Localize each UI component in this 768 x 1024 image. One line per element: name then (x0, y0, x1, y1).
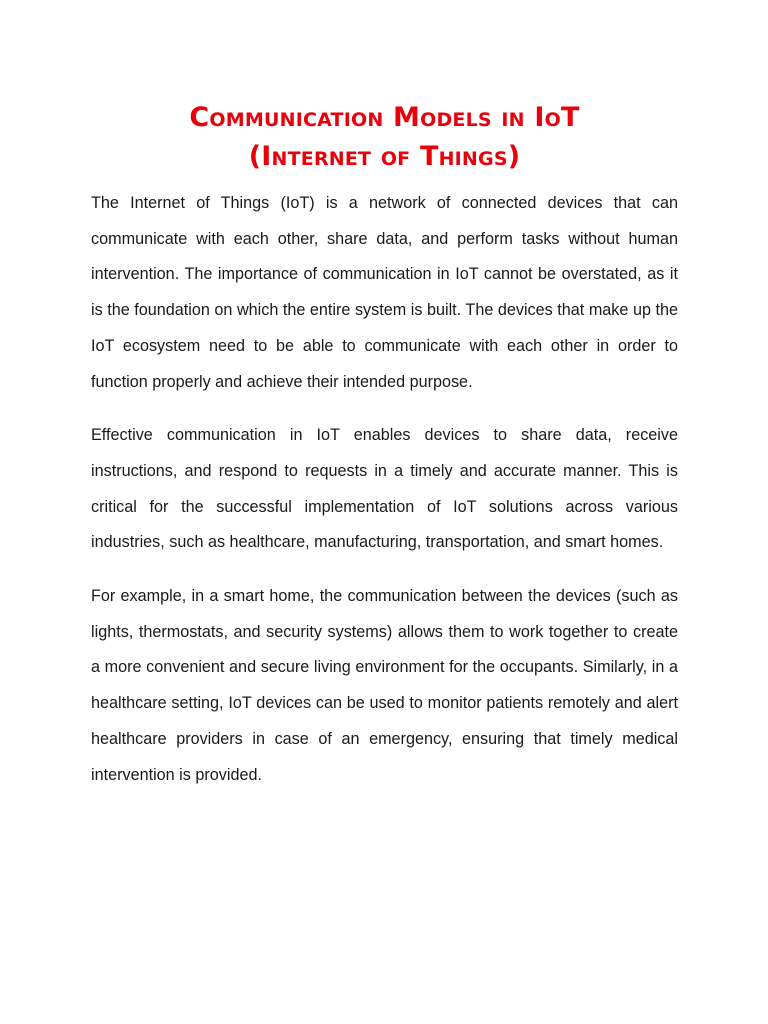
title-line-1: Communication Models in IoT (189, 102, 580, 133)
paragraph-effective-communication: Effective communication in IoT enables devices to share data, receive instructions, and respond to requests in a timely and accurate manner. This is critical for the successful implementation of IoT solutions across various industries, such as healthcare, manufacturing, transportation, and smart homes. (91, 426, 678, 552)
paragraph-smart-home-example: For example, in a smart home, the communication between the devices (such as lights, thermostats, and security systems) allows them to work together to create a more convenient and secure living environment for the occupants. Similarly, in a healthcare setting, IoT devices can be used to monitor patients remotely and alert healthcare providers in case of an emergency, ensuring that timely medical intervention is provided. (91, 587, 678, 784)
document-title (91, 98, 678, 176)
paragraph-introduction: The Internet of Things (IoT) is a network of connected devices that can communicate with each other, share data, and perform tasks without human intervention. The importance of communication in IoT cannot be overstated, as it is the foundation on which the entire system is built. The devices that make up the IoT ecosystem need to be able to communicate with each other in order to function properly and achieve their intended purpose. (91, 194, 678, 391)
title-line-2: (Internet of Things) (248, 141, 521, 172)
